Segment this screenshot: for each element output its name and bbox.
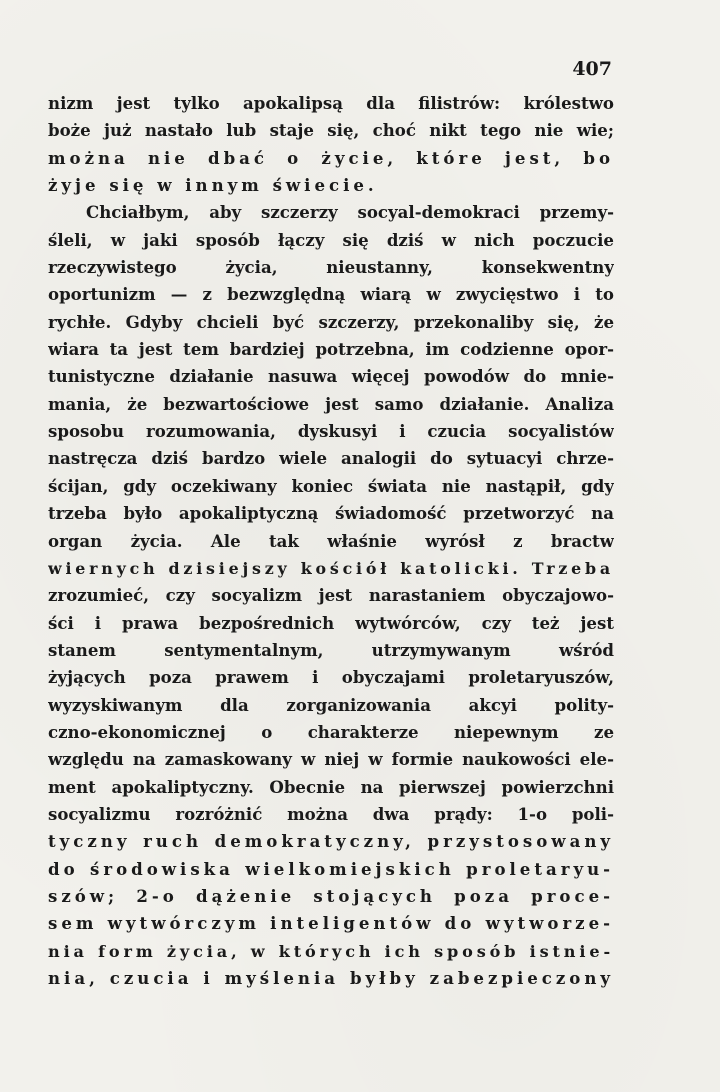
text-line: żyjących poza prawem i obyczajami proletaryuszów, — [48, 667, 614, 688]
text-line: czno-ekonomicznej o charakterze niepewnym ze — [48, 721, 614, 742]
text-line: stanem sentymentalnym, utrzymywanym wśród — [48, 639, 614, 660]
text-line: można nie dbać o życie, które jest, bo — [48, 147, 614, 168]
text-line: Chciałbym, aby szczerzy socyal-demokraci przemy- — [86, 202, 614, 223]
text-line: socyalizmu rozróżnić można dwa prądy: 1-o poli- — [48, 803, 614, 824]
text-line: ścijan, gdy oczekiwany koniec świata nie nastąpił, gdy — [48, 475, 614, 496]
text-line: nia, czucia i myślenia byłby zabezpieczony — [48, 968, 614, 988]
text-line: wiara ta jest tem bardziej potrzebna, im codzienne opor- — [48, 339, 614, 360]
text-line: tunistyczne działanie nasuwa więcej powodów do mnie- — [48, 366, 614, 387]
text-line: mania, że bezwartościowe jest samo działanie. Analiza — [48, 393, 614, 414]
text-line: żyje się w innym świecie. — [48, 175, 378, 196]
text-line: szów; 2-o dążenie stojących poza proce- — [48, 885, 614, 906]
text-line: sposobu rozumowania, dyskusyi i czucia socyalistów — [48, 421, 614, 442]
text-line: sem wytwórczym inteligentów do wytworze- — [48, 913, 614, 934]
text-line: ment apokaliptyczny. Obecnie na pierwszej powierzchni — [48, 776, 614, 797]
text-line: trzeba było apokaliptyczną świadomość przetworzyć na — [48, 503, 614, 524]
text-line: organ życia. Ale tak właśnie wyrósł z bractw — [48, 530, 614, 551]
body-text — [48, 90, 614, 992]
text-line: do środowiska wielkomiejskich proletaryu- — [48, 858, 614, 879]
page-number: 407 — [572, 58, 612, 80]
text-line: tyczny ruch demokratyczny, przystosowany — [48, 831, 614, 852]
text-line: rychłe. Gdyby chcieli być szczerzy, przekonaliby się, że — [48, 311, 614, 332]
text-line: nastręcza dziś bardzo wiele analogii do sytuacyi chrze- — [48, 448, 614, 469]
text-line: rzeczywistego życia, nieustanny, konsekwentny — [48, 257, 614, 278]
text-line: boże już nastało lub staje się, choć nikt tego nie wie; — [48, 120, 614, 141]
text-line: oportunizm — z bezwzględną wiarą w zwycięstwo i to — [48, 284, 614, 305]
text-line: ści i prawa bezpośrednich wytwórców, czy też jest — [48, 612, 614, 633]
text-line: wyzyskiwanym dla zorganizowania akcyi polity- — [48, 694, 614, 715]
text-line: względu na zamaskowany w niej w formie naukowości ele- — [48, 749, 614, 770]
text-line: wiernych dzisiejszy kościół katolicki. Trzeba — [48, 558, 614, 578]
text-line: nia form życia, w których ich sposób istnie- — [48, 941, 614, 961]
text-line: zrozumieć, czy socyalizm jest narastaniem obyczajowo- — [48, 585, 614, 606]
text-line: śleli, w jaki sposób łączy się dziś w nich poczucie — [48, 229, 614, 250]
text-line: nizm jest tylko apokalipsą dla filistrów: królestwo — [48, 93, 614, 113]
